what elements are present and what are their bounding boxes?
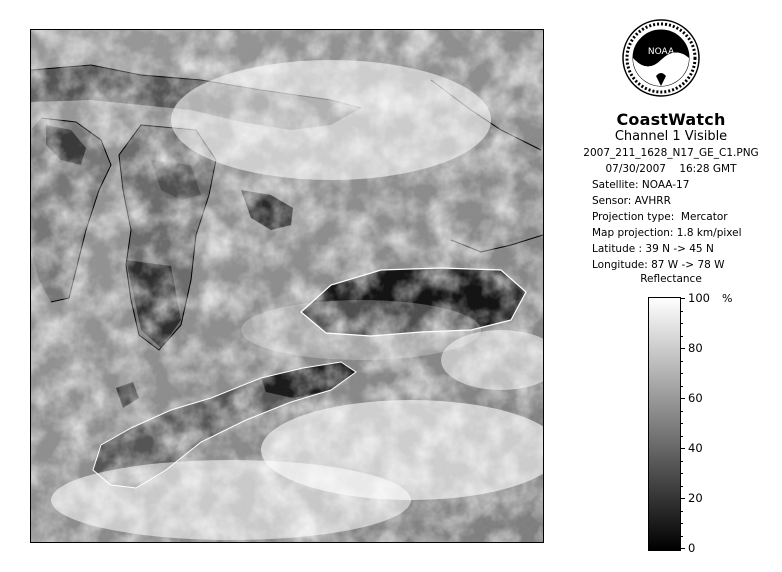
filename: 2007_211_1628_N17_GE_C1.PNG (583, 147, 759, 159)
colorbar-minor-tick (680, 548, 683, 549)
meta-latitude: Latitude : 39 N -> 45 N (592, 243, 714, 255)
meta-longitude: Longitude: 87 W -> 78 W (592, 259, 725, 271)
legend-unit: % (722, 292, 733, 305)
colorbar-tick-label: 60 (688, 391, 703, 405)
colorbar-tick-label: 80 (688, 341, 703, 355)
colorbar-minor-tick (680, 348, 683, 349)
colorbar-minor-tick (680, 361, 683, 362)
metadata-list (592, 177, 742, 273)
colorbar-minor-tick (680, 373, 683, 374)
colorbar-minor-tick (680, 436, 683, 437)
colorbar-tick-label: 40 (688, 441, 703, 455)
colorbar-minor-tick (680, 298, 683, 299)
colorbar-minor-tick (680, 448, 683, 449)
colorbar-minor-tick (680, 386, 683, 387)
colorbar-minor-tick (680, 461, 683, 462)
colorbar-minor-tick (680, 423, 683, 424)
legend-title: Reflectance (640, 273, 702, 285)
datetime: 07/30/2007 16:28 GMT (605, 163, 737, 175)
colorbar-minor-tick (680, 536, 683, 537)
colorbar-minor-tick (680, 336, 683, 337)
satellite-map (30, 29, 544, 543)
logo-text: NOAA (647, 47, 675, 57)
meta-map-projection: Map projection: 1.8 km/pixel (592, 227, 742, 239)
colorbar-tick-label: 0 (688, 541, 696, 555)
colorbar-minor-tick (680, 323, 683, 324)
reflectance-colorbar (648, 297, 681, 551)
meta-satellite: Satellite: NOAA-17 (592, 179, 690, 191)
colorbar-minor-tick (680, 311, 683, 312)
colorbar-tick-label: 100 (688, 291, 710, 305)
colorbar-tick-label: 20 (688, 491, 703, 505)
meta-sensor: Sensor: AVHRR (592, 195, 671, 207)
satellite-imagery (31, 30, 543, 542)
colorbar-minor-tick (680, 411, 683, 412)
colorbar-minor-tick (680, 473, 683, 474)
brand-title: CoastWatch (616, 110, 726, 129)
colorbar-minor-tick (680, 486, 683, 487)
colorbar-minor-tick (680, 523, 683, 524)
channel-title: Channel 1 Visible (614, 129, 728, 144)
colorbar-minor-tick (680, 511, 683, 512)
meta-projection-type: Projection type: Mercator (592, 211, 728, 223)
colorbar-minor-tick (680, 398, 683, 399)
noaa-logo-icon (621, 18, 701, 106)
colorbar-minor-tick (680, 498, 683, 499)
